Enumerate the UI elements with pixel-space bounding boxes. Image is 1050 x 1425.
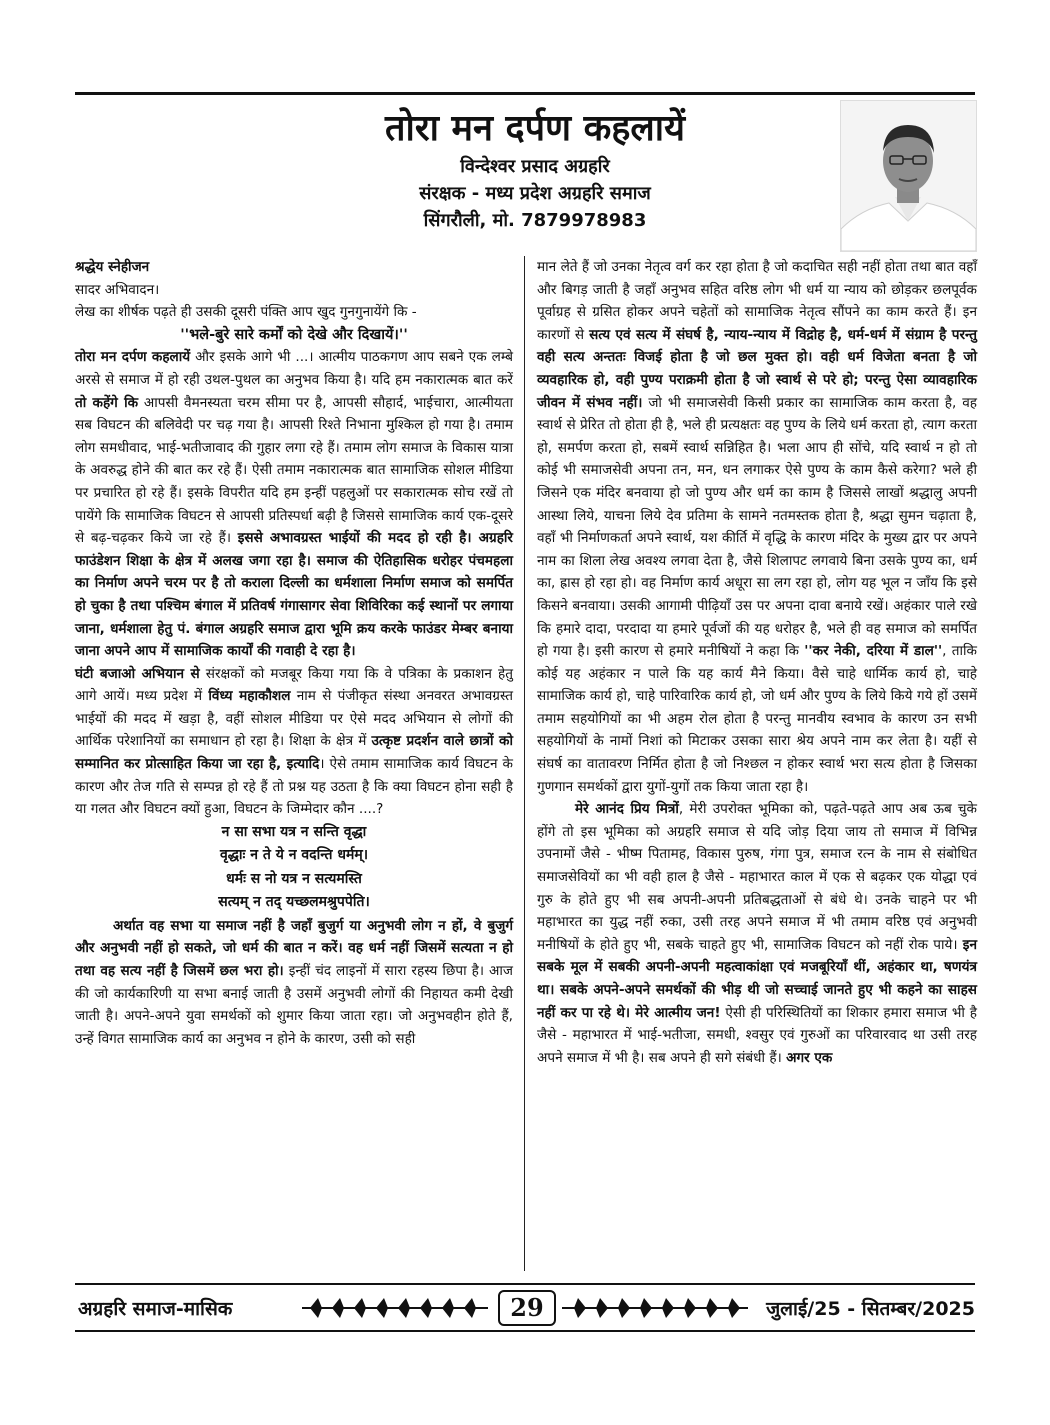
p1-bold2: तो कहेंगे कि (75, 394, 139, 411)
magazine-name: अग्रहरि समाज-मासिक (78, 1298, 233, 1320)
left-column (75, 256, 513, 1050)
footer-top-rule (75, 1283, 975, 1285)
p3-text-a: इन्हीं चंद लाइनों में सारा रहस्य छिपा है। आज की जो कार्यकारिणी या सभा बनाई जाती है उसमें अनुभवी लोगों की निहायत कमी देखी जाती है। अपने-अपने युवा समर्थकों को शुमार किया जाता रहा। जो अनुभवहीन होते हैं, उन्हें विगत सामाजिक कार्य का अनुभव न होने के कारण, उसी को सही (75, 963, 513, 1047)
greeting: सादर अभिवादन। (75, 281, 160, 298)
shloka-line: वृद्धाः न ते ये न वदन्ति धर्मम्। (219, 847, 369, 864)
paragraph-r1 (537, 256, 977, 798)
r1-text-c: , ताकि कोई यह अहंकार न पाले कि यह कार्य मैने किया। वैसे चाहे धार्मिक कार्य हो, चाहे सामाजिक कार्य हो, चाहे पारिवारिक कार्य हो, जो धर्म और पुण्य के लिये किये गये हों उसमें तमाम सहयोगियों का भी अहम रोल होता है परन्तु मानवीय स्वभाव के कारण उन सभी सहयोगियों के नामों निशां को मिटाकर उसका सारा श्रेय अपने नाम कर लेता है। यहीं से संघर्ष का वातावरण निर्मित होता है जो निश्छल न होकर स्वार्थ भरा सत्य होता है जिसका गुणगान समर्थकों द्वारा युगों-युगों तक किया जाता रहा है। (537, 643, 978, 795)
p1-bold: तोरा मन दर्पण कहलायें (75, 349, 191, 366)
author-photo (840, 100, 977, 252)
r1-bold2: ''कर नेकी, दरिया में डाल'' (804, 643, 943, 660)
page-number: 29 (498, 1290, 556, 1326)
issue-date: जुलाई/25 - सितम्बर/2025 (766, 1298, 975, 1320)
paragraph-1 (75, 346, 513, 662)
r2-text-b: ऐसी ही परिस्थितियों का शिकार हमारा समाज भी है जैसे - महाभारत में भाई-भतीजा, समधी, श्वसुर एवं गुरुओं का परिवारवाद था उसी तरह अपने समाज में भी है। सब अपने ही सगे संबंधी हैं। (537, 1004, 977, 1066)
article-header (300, 105, 770, 234)
p1-bold3: इससे अभावग्रस्त भाईयों की मदद हो रही है। अग्रहरि फाउंडेशन शिक्षा के क्षेत्र में अलख जगा रहा है। समाज की ऐतिहासिक धरोहर पंचमहला का निर्माण अपने चरम पर है तो कराला दिल्ली का धर्मशाला निर्माण समाज को समर्पित हो चुका है तथा पश्चिम बंगाल में प्रतिवर्ष गंगासागर सेवा शिविरिका कई स्थानों पर लगाया जाना, धर्मशाला हेतु पं. बंगाल अग्रहरि समाज द्वारा भूमि क्रय करके फाउंडर मेम्बर बनाया जाना अपने आप में सामाजिक कार्यों की गवाही दे रहा है। (75, 530, 513, 660)
shloka-line: न सा सभा यत्र न सन्ति वृद्धा (221, 823, 367, 840)
p2-bold: घंटी बजाओ अभियान से (75, 665, 200, 682)
leaf-ornament-right-icon (560, 1294, 750, 1322)
p2-bold2: विंध्य महाकौशल (208, 688, 291, 705)
shloka-line: सत्यम् न तद् यच्छलमश्रुपपेति। (218, 894, 370, 911)
shloka-line: धर्मः स नो यत्र न सत्यमस्ति (226, 870, 362, 887)
author-name: विन्देश्वर प्रसाद अग्रहरि (460, 156, 610, 177)
r2-bold2: इन सबके मूल में सबकी अपनी-अपनी महत्वाकांक्षा एवं मजबूरियाँ थीं, अहंकार था, षणयंत्र था। सबके अपने-अपने समर्थकों की भीड़ थी जो सच्चाई जानते हुए भी कहने का साहस नहीं कर पा रहे थे। मेरे आत्मीय जन! (537, 936, 977, 1021)
top-rule (75, 92, 975, 95)
r2-bold3: अगर एक (786, 1049, 833, 1066)
sanskrit-shloka (75, 821, 513, 915)
right-column (537, 256, 977, 1069)
p1-text-b: आपसी वैमनस्यता चरम सीमा पर है, आपसी सौहार्द, भाईचारा, आत्मीयता सब विघटन की बलिवेदी पर चढ़ गया है। आपसी रिश्ते निभाना मुश्किल हो गया है। तमाम लोग समधीवाद, भाई-भतीजावाद की गुहार लगा रहे हैं। तमाम लोग समाज के विकास यात्रा के अवरुद्ध होने की बात कर रहे हैं। ऐसी तमाम नकारात्मक बात सामाजिक सोशल मीडिया पर प्रचारित हो रहे हैं। इसके विपरीत यदि हम इन्हीं पहलुओं पर सकारात्मक सोच रखें तो पायेंगे कि सामाजिक विघटन से आपसी प्रतिस्पर्धा बढ़ी है जिससे सामाजिक कार्य एक-दूसरे से बढ़-चढ़कर किये जा रहे हैं। (75, 394, 513, 547)
author-portrait-icon (841, 101, 976, 251)
salutation: श्रद्धेय स्नेहीजन (75, 259, 150, 275)
author-place-phone: सिंगरौली, मो. 7879978983 (423, 210, 647, 231)
footer-bottom-rule (75, 1330, 975, 1332)
r1-bold: सत्य एवं सत्य में संघर्ष है, न्याय-न्याय में विद्रोह है, धर्म-धर्म में संग्राम है परन्तु वही सत्य अन्ततः विजई होता है जो छल मुक्त हो। वही धर्म विजेता बनता है जो व्यवहारिक हो, वही पुण्य पराक्रमी होता है जो स्वार्थ से परे हो; परन्तु ऐसा व्यावहारिक जीवन में संभव नहीं। (537, 326, 977, 411)
r2-text-a: , मेरी उपरोक्त भूमिका को, पढ़ते-पढ़ते आप अब ऊब चुके होंगे तो इस भूमिका को अग्रहरि समाज से यदि जोड़ दिया जाय तो समाज में विभिन्न उपनामों जैसे - भीष्म पितामह, विकास पुरुष, गंगा पुत्र, समाज रत्न के नाम से संबोधित समाजसेवियों का भी वही हाल है जैसे - महाभारत काल में एक से बढ़कर एक योद्धा एवं गुरु के होते हुए भी सब अपनी-अपनी प्रतिबद्धताओं से बंधे थे। उनके चाहने पर भी महाभारत का युद्ध नहीं रुका, उसी तरह अपने समाज में भी तमाम वरिष्ठ एवं अनुभवी मनीषियों के होते हुए भी, सबके चाहते हुए भी, सामाजिक विघटन को नहीं रोक पाये। (537, 801, 977, 953)
p3-bold: अर्थात वह सभा या समाज नहीं है जहाँ बुजुर्ग या अनुभवी लोग न हों, वे बुजुर्ग और अनुभवी नहीं हो सकते, जो धर्म की बात न करें। वह धर्म नहीं जिसमें सत्यता न हो तथा वह सत्य नहीं है जिसमें छल भरा हो। (75, 917, 513, 980)
page-footer (75, 1289, 975, 1327)
author-designation: संरक्षक - मध्य प्रदेश अग्रहरि समाज (419, 183, 651, 204)
p2-text-a: संरक्षकों को मजबूर किया गया कि वे पत्रिका के प्रकाशन हेतु आगे आयें। मध्य प्रदेश में (75, 665, 513, 705)
leaf-ornament-left-icon (300, 1294, 490, 1322)
paragraph-3 (75, 915, 513, 1051)
intro-line: लेख का शीर्षक पढ़ते ही उसकी दूसरी पंक्ति आप खुद गुनगुनायेंगे कि - (75, 304, 417, 321)
article-title: तोरा मन दर्पण कहलायें (385, 108, 685, 149)
p2-text-b: नाम से पंजीकृत संस्था अनवरत अभावग्रस्त भाईयों की मदद में खड़ा है, वहीं सोशल मीडिया पर ऐसे मदद अभियान से लोगों की आर्थिक परेशानियों का समाधान हो रहा है। शिक्षा के क्षेत्र में (75, 688, 513, 750)
song-quote: ''भले-बुरे सारे कर्मों को देखे और दिखायें।'' (180, 326, 408, 343)
paragraph-2 (75, 663, 513, 821)
r1-text-b: जो भी समाजसेवी किसी प्रकार का सामाजिक काम करता है, वह स्वार्थ से प्रेरित तो होता ही है, भले ही प्रत्यक्षतः वह पुण्य के लिये धर्म करता हो, त्याग करता हो, समर्पण करता हो, सबमें स्वार्थ सन्निहित है। भला आप ही सोंचे, यदि स्वार्थ न हो तो कोई भी समाजसेवी अपना तन, मन, धन लगाकर ऐसे पुण्य के काम कैसे करेगा? भले ही जिसने एक मंदिर बनवाया हो जो पुण्य और धर्म का काम है जिससे लाखों श्रद्धालु अपनी आस्था लिये, याचना लिये देव प्रतिमा के सामने नतमस्तक होता है, श्रद्धा सुमन चढ़ाता है, वहाँ भी निर्माणकर्ता अपने स्वार्थ, यश कीर्ति में वृद्धि के कारण मंदिर के मुख्य द्वार पर अपने नाम का शिला लेख अवश्य लगवा देता है, जैसे शिलापट लगवाये बिना उसके पुण्य का, धर्म का, ह्रास हो रहा हो। वह निर्माण कार्य अधूरा सा लग रहा हो, लोग यह भूल न जाँय कि इसे किसने बनवाया। उसकी आगामी पीढ़ियाँ उस पर अपना दावा बनाये रखें। अहंकार पाले रखे कि हमारे दादा, परदादा या हमारे पूर्वजों की यह धरोहर है, भले ही वह समाज को समर्पित हो गया है। इसी कारण से हमारे मनीषियों ने कहा कि (537, 394, 977, 660)
p2-text-c: । ऐसे तमाम सामाजिक कार्य विघटन के कारण और तेज गति से सम्पन्न हो रहे हैं तो प्रश्न यह उठता है कि क्या विघटन होना सही है या गलत और विघटन क्यों हुआ, विघटन के जिम्मेदार कौन ....? (75, 756, 513, 818)
column-divider (524, 256, 525, 1271)
paragraph-r2 (537, 798, 977, 1069)
p2-bold3: उत्कृष्ट प्रदर्शन वाले छात्रों को सम्मानित कर प्रोत्साहित किया जा रहा है, इत्यादि (75, 733, 513, 773)
r2-bold: मेरे आनंद प्रिय मित्रों (575, 801, 679, 818)
r1-text-a: मान लेते हैं जो उनका नेतृत्व वर्ग कर रहा होता है जो कदाचित सही नहीं होता तथा बात वहाँ और बिगड़ जाती है जहाँ अनुभव सहित वरिष्ठ लोग भी धर्म या न्याय को छोड़कर छलपूर्वक पूर्वाग्रह से ग्रसित होकर अपने चहेतों को सामाजिक नेतृत्व सौंपने का काम करते हैं। इन कारणों से (537, 259, 977, 343)
p1-text-a: और इसके आगे भी ...। आत्मीय पाठकगण आप सबने एक लम्बे अरसे से समाज में हो रही उथल-पुथल का अनुभव किया है। यदि हम नकारात्मक बात करें (75, 349, 513, 388)
